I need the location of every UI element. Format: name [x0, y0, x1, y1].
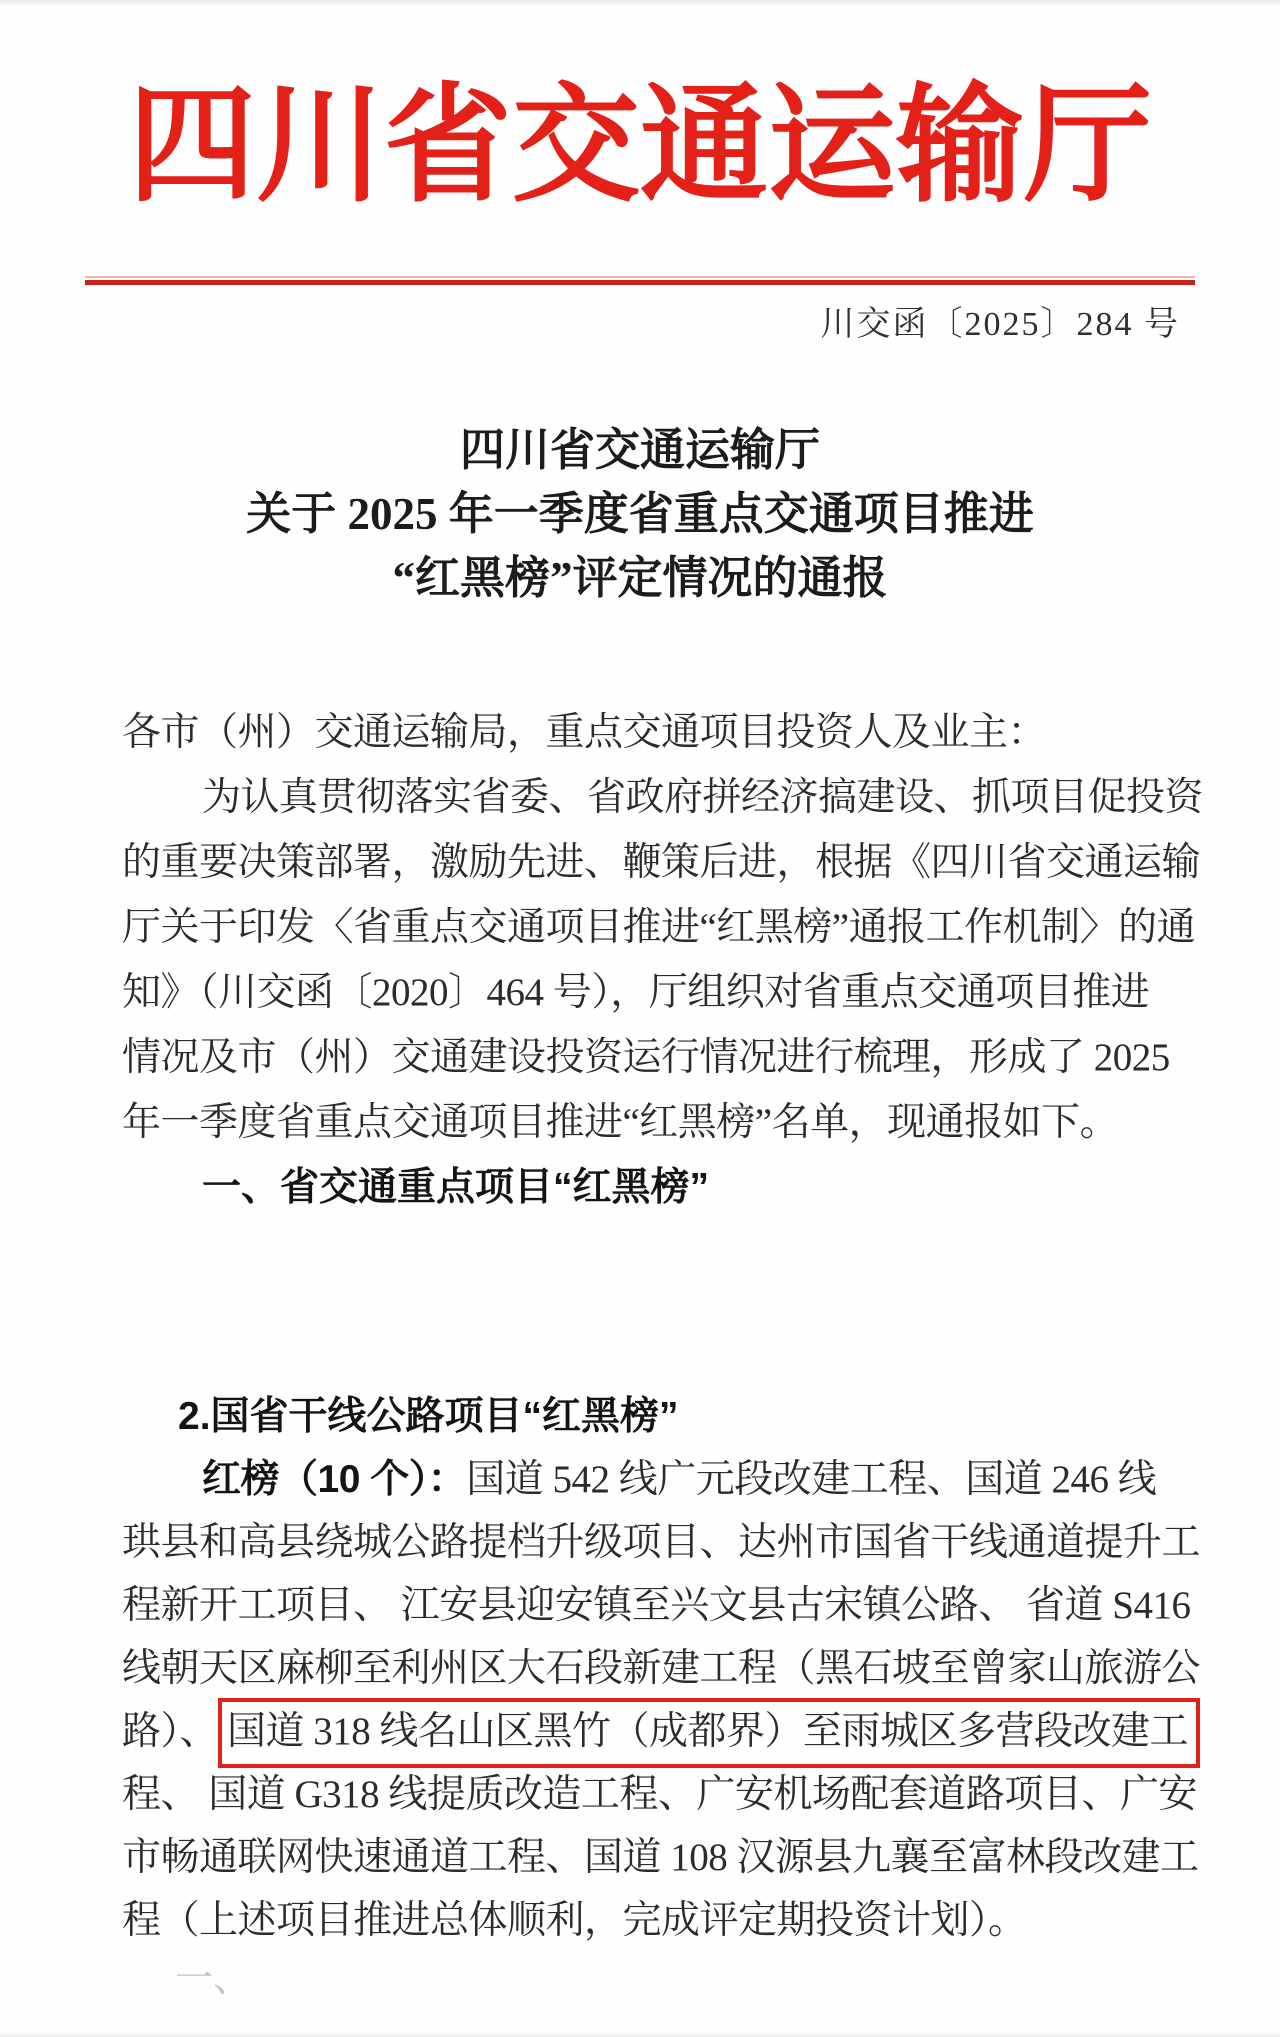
paragraph1-line-6: 年一季度省重点交通项目推进“红黑榜”名单，现通报如下。 [122, 1101, 1119, 1144]
paragraph1-line-5: 情况及市（州）交通建设投资运行情况进行梳理，形成了 2025 [122, 1036, 1170, 1079]
red-highlight-box: 国道 318 线名山区黑竹（成都界）至雨城区多营段改建工 [218, 1698, 1200, 1768]
document-reference-number: 川交函〔2025〕284 号 [820, 306, 1180, 343]
section1-heading: 一、省交通重点项目“红黑榜” [202, 1166, 710, 1209]
paragraph1-line-3: 厅关于印发〈省重点交通项目推进“红黑榜”通报工作机制〉的通 [122, 906, 1196, 949]
separator-rule-main-line [85, 280, 1195, 285]
red-list-label: 红榜（10 个）： [202, 1458, 467, 1501]
paragraph1-line-2: 的重要决策部署，激励先进、鞭策后进，根据《四川省交通运输 [122, 841, 1201, 884]
red-list-line-4: 线朝天区麻柳至利州区大石段新建工程（黑石坡至曾家山旅游公 [122, 1647, 1201, 1690]
red-list-line-8: 程（上述项目推进总体顺利，完成评定期投资计划）。 [122, 1899, 1027, 1942]
scan-bottom-edge [0, 2032, 1280, 2037]
letterhead-separator-rule [85, 276, 1195, 285]
red-list-line-1-rest: 国道 542 线广元段改建工程、国道 246 线 [466, 1458, 1157, 1501]
red-list-line-6: 程、 国道 G318 线提质改造工程、广安机场配套道路项目、广安 [122, 1773, 1197, 1816]
document-title-line-2: 关于 2025 年一季度省重点交通项目推进 [246, 489, 1034, 539]
section2-road-projects [122, 1385, 1201, 1952]
document-body [122, 700, 1204, 1220]
red-list-line-5-boxed [122, 1700, 1189, 1763]
letterhead-agency-title: 四川省交通运输厅 [127, 75, 1152, 217]
red-list-line-7: 市畅通联网快速通道工程、国道 108 汉源县九襄至富林段改建工 [122, 1836, 1199, 1879]
scan-top-edge [0, 0, 1280, 6]
document-title [0, 418, 1280, 610]
paragraph1-line-1: 为认真贯彻落实省委、省政府拼经济搞建设、抓项目促投资 [202, 776, 1204, 819]
separator-rule-light-line [85, 276, 1195, 278]
section2-heading: 2.国省干线公路项目“红黑榜” [178, 1395, 679, 1438]
red-list-line-2: 珙县和高县绕城公路提档升级项目、达州市国省干线通道提升工 [122, 1521, 1201, 1564]
document-title-line-3: “红黑榜”评定情况的通报 [392, 553, 888, 603]
red-list-line-1 [122, 1448, 1167, 1511]
document-title-line-1: 四川省交通运输厅 [459, 425, 820, 475]
salutation-line: 各市（州）交通运输局，重点交通项目投资人及业主： [122, 711, 1047, 754]
boxed-line-prefix: 路）、 [122, 1710, 219, 1753]
paragraph1-line-4: 知》（川交函〔2020〕464 号），厅组织对省重点交通项目推进 [122, 971, 1150, 1014]
cut-off-text-fragment: 一、 [175, 1958, 252, 2000]
red-list-line-3: 程新开工项目、 江安县迎安镇至兴文县古宋镇公路、 省道 S416 [122, 1584, 1191, 1627]
